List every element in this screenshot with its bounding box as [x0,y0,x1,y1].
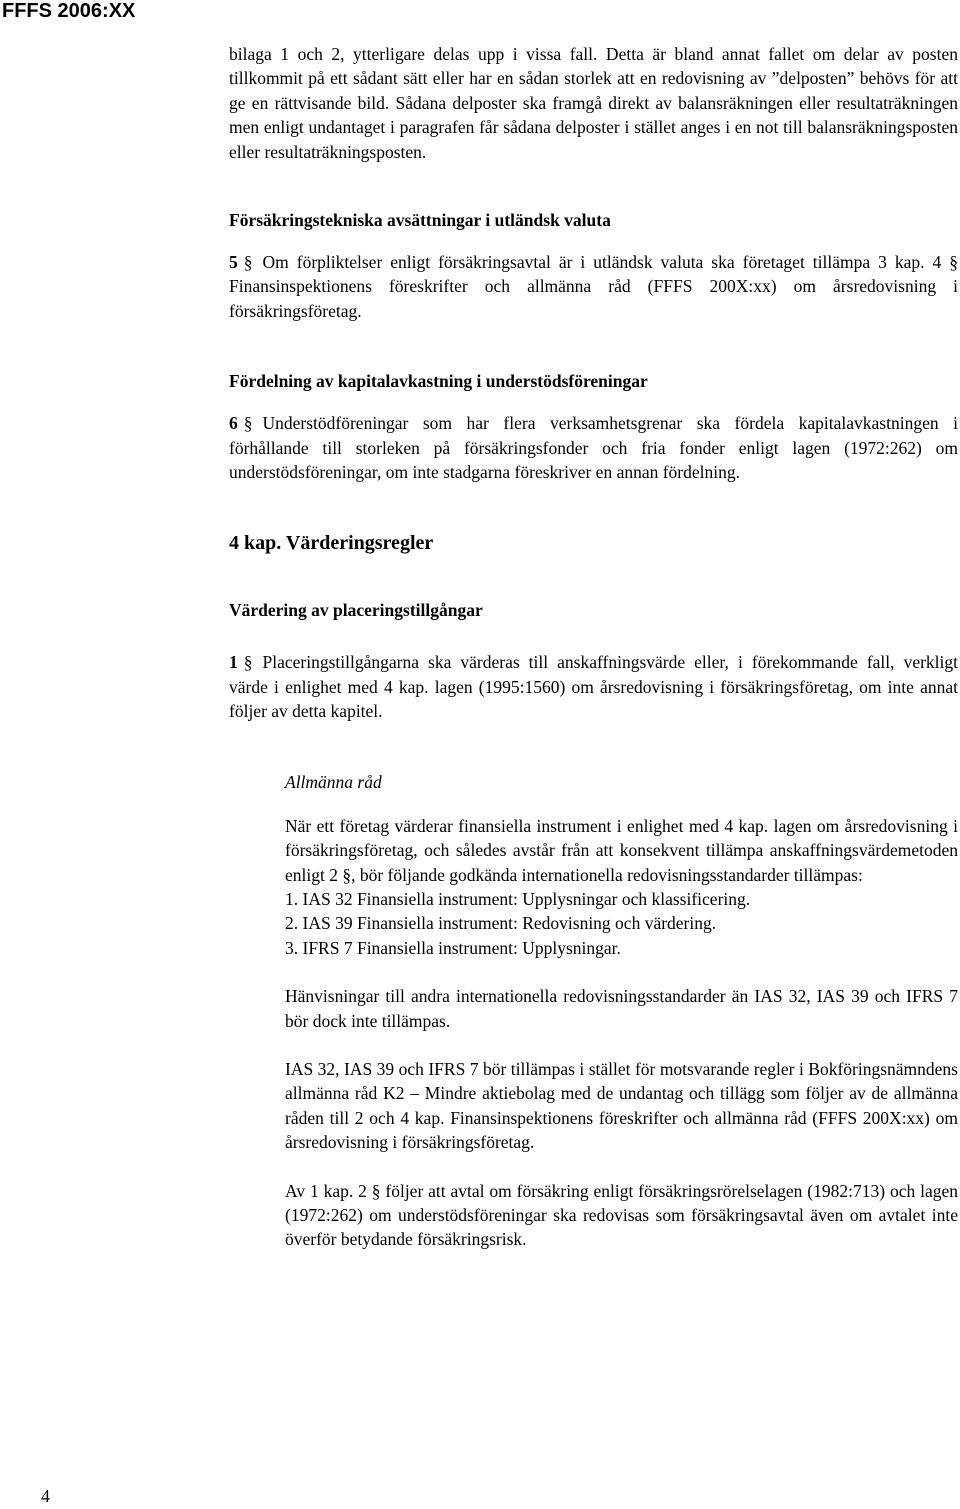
standards-list [285,887,958,960]
page-number: 4 [41,1486,50,1506]
section-text: Placeringstillgångarna ska värderas till anskaffningsvärde eller, i förekommande fall, verkligt värde i enlighet med 4 kap. lagen (1995:1560) om årsredovisning i försäkringsföretag, om inte annat följer av detta kapitel. [229,652,958,722]
intro-paragraph: bilaga 1 och 2, ytterligare delas upp i vissa fall. Detta är bland annat fallet om delar av posten tillkommit på ett sådant sätt eller har en sådan storlek att en redovisning av ”delposten” behövs för att ge en rättvisande bild. Sådana delposter ska framgå direkt av balansräkningen eller resultaträkningen men enligt undantaget i paragrafen får sådana delposter i stället anges i en not till balansräkningsposten eller resultaträkningsposten. [229,44,958,162]
list-item: 3. IFRS 7 Finansiella instrument: Upplysningar. [285,937,621,958]
general-advice-title: Allmänna råd [285,771,382,792]
section-number: 5 [229,252,238,273]
advice-paragraph-3: IAS 32, IAS 39 och IFRS 7 bör tillämpas i stället för motsvarande regler i Bokföringsnämndens allmänna råd K2 – Mindre aktiebolag med de undantag och tillägg som följer av de allmänna råden till 2 och 4 kap. Finansinspektionens föreskrifter och allmänna råd (FFFS 200X:xx) om årsredovisning i försäkringsföretag. [285,1058,958,1153]
section-paragraph-5 [229,250,958,323]
chapter-title: 4 kap. Värderingsregler [229,532,434,555]
section-number: 6 [229,413,238,434]
section-text: Om förpliktelser enligt försäkringsavtal är i utländsk valuta ska företaget tillämpa 3 kap. 4 § Finansinspektionens föreskrifter och allmänna råd (FFFS 200X:xx) om årsredovisning i försäkringsföretag. [229,252,958,321]
document-body [229,42,958,1252]
section-paragraph-1 [229,650,958,723]
section-text: Understödföreningar som har flera verksamhetsgrenar ska fördela kapitalavkastningen i förhållande till storleken på försäkringsfonder och fria fonder enligt lagen (1972:262) om understödsföreningar, om inte stadgarna föreskriver en annan fördelning. [229,413,958,483]
section-heading-foreign-currency: Försäkringstekniska avsättningar i utländsk valuta [229,210,611,231]
paragraph-sign: § [243,413,253,434]
advice-paragraph-1: När ett företag värderar finansiella instrument i enlighet med 4 kap. lagen om årsredovisning i försäkringsföretag, och således avstår från att konsekvent tillämpa anskaffningsvärdemetoden enligt 2 §, bör följande godkända internationella redovisningsstandarder tillämpas: [285,815,958,885]
section-heading-capital-return: Fördelning av kapitalavkastning i understödsföreningar [229,371,648,392]
section-paragraph-6 [229,411,958,484]
general-advice-block [285,724,958,1252]
list-item: 1. IAS 32 Finansiella instrument: Upplysningar och klassificering. [285,888,751,909]
paragraph-sign: § [243,652,253,673]
document-header-title: FFFS 2006:XX [2,0,136,22]
list-item: 2. IAS 39 Finansiella instrument: Redovisning och värdering. [285,913,717,934]
advice-paragraph-4: Av 1 kap. 2 § följer att avtal om försäkring enligt försäkringsrörelselagen (1982:713) och lagen (1972:262) om understödsföreningar ska redovisas som försäkringsavtal även om avtalet inte överför betydande försäkringsrisk. [285,1180,958,1250]
advice-paragraph-2: Hänvisningar till andra internationella redovisningsstandarder än IAS 32, IAS 39 och IFRS 7 bör dock inte tillämpas. [285,986,958,1031]
section-heading-valuation: Värdering av placeringstillgångar [229,600,483,621]
paragraph-sign: § [243,252,253,273]
section-number: 1 [229,652,238,673]
